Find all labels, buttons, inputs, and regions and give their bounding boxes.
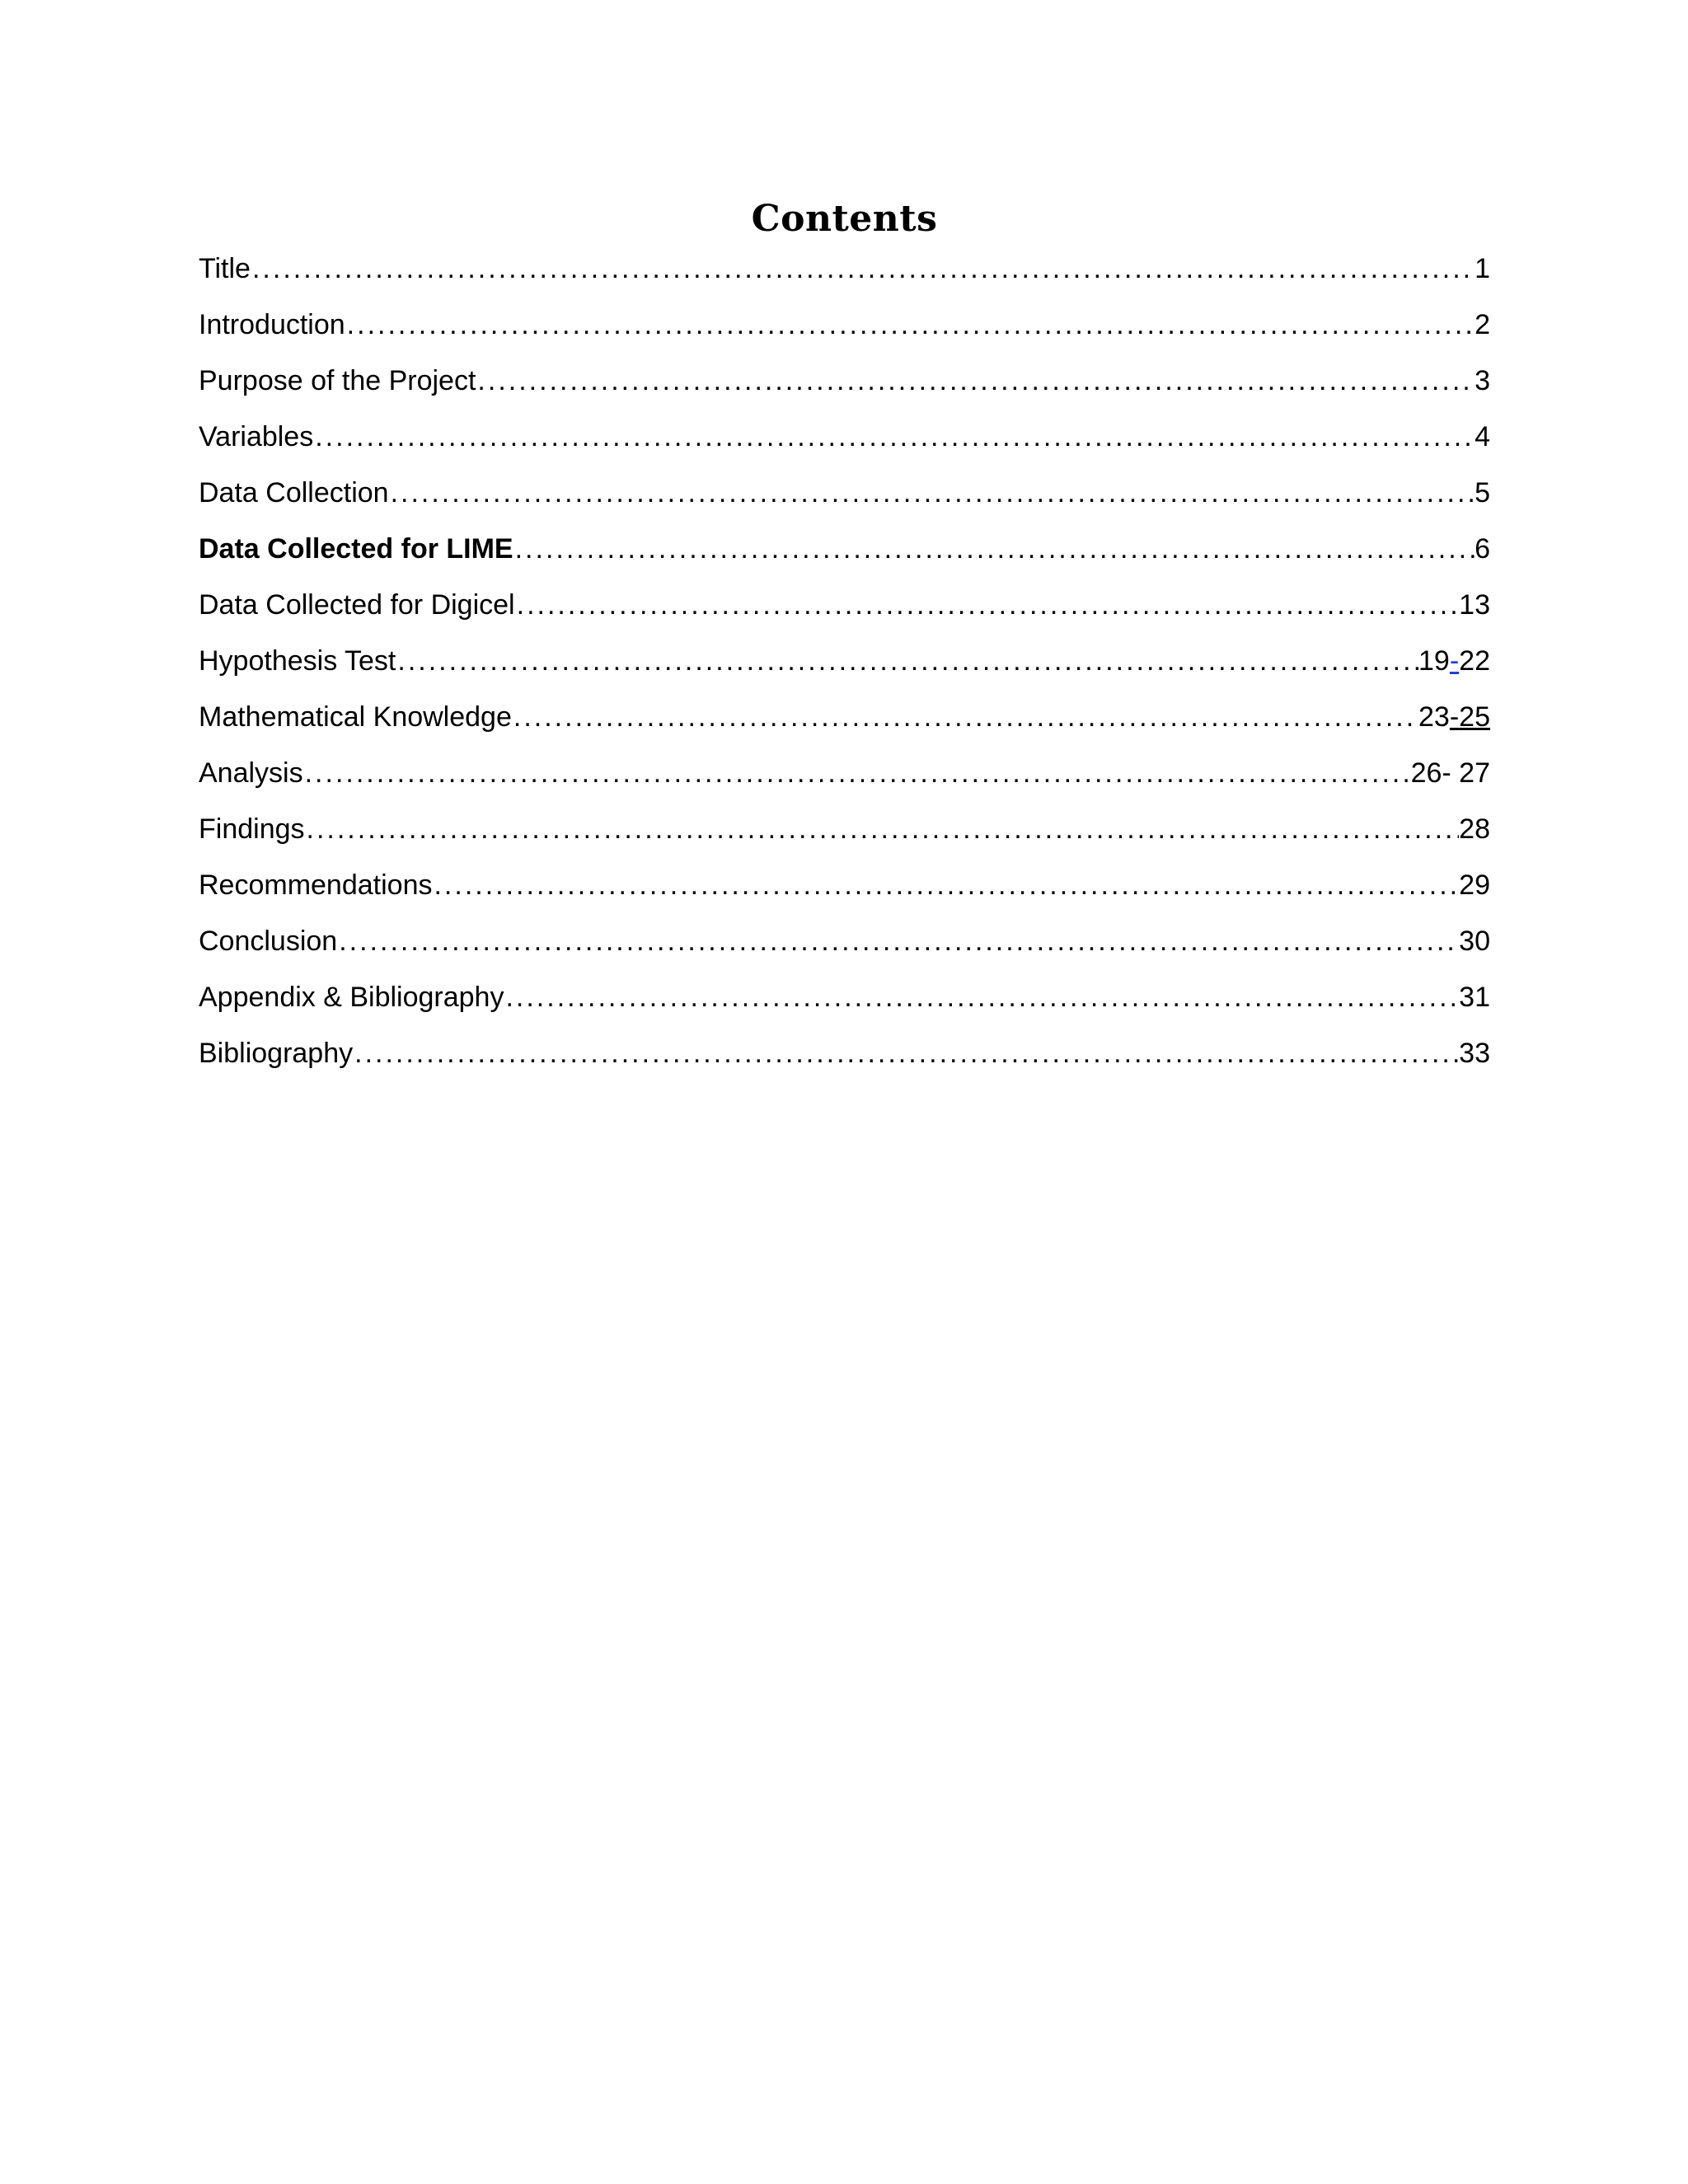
toc-entry-label: Bibliography [199, 1038, 354, 1069]
toc-entry-page: 30 [1459, 926, 1490, 957]
toc-entry-page [1418, 701, 1490, 733]
toc-entry-data-lime[interactable] [199, 532, 1490, 588]
dot-leader [353, 1037, 1459, 1070]
toc-entry-label: Hypothesis Test [199, 645, 396, 677]
toc-entry-page: 29 [1459, 869, 1490, 901]
page-end: 22 [1459, 645, 1490, 677]
toc-entry-page: 26- 27 [1410, 757, 1490, 789]
dot-leader [345, 308, 1475, 341]
toc-entry-conclusion[interactable] [199, 925, 1490, 981]
dot-leader [432, 869, 1459, 902]
toc-entry-findings[interactable] [199, 813, 1490, 869]
toc-entry-label: Mathematical Knowledge [199, 701, 512, 733]
table-of-contents [199, 194, 1490, 1093]
toc-entry-page: 5 [1475, 477, 1490, 509]
dot-leader [313, 420, 1475, 453]
page-start: 19 [1418, 645, 1450, 677]
toc-entry-page: 31 [1459, 982, 1490, 1013]
toc-entry-label: Variables [199, 421, 314, 452]
dot-leader [515, 588, 1460, 621]
toc-entry-page: 2 [1475, 309, 1490, 340]
toc-entry-page: 13 [1459, 589, 1490, 621]
toc-entry-page: 1 [1475, 253, 1490, 284]
toc-entry-label: Data Collected for Digicel [199, 589, 515, 621]
toc-entry-label: Analysis [199, 757, 303, 789]
dot-leader [513, 532, 1475, 565]
toc-entry-label: Recommendations [199, 869, 433, 901]
toc-entry-label: Conclusion [199, 926, 338, 957]
page-range-dash-link[interactable]: - [1449, 645, 1460, 677]
toc-entry-label: Introduction [199, 309, 345, 340]
toc-entry-page: 4 [1475, 421, 1490, 452]
page-range-dash: - [1449, 701, 1460, 733]
toc-entry-data-digicel[interactable] [199, 588, 1490, 644]
toc-entry-recommendations[interactable] [199, 869, 1490, 925]
toc-entry-hypothesis[interactable] [199, 644, 1490, 701]
toc-entry-page: 6 [1475, 533, 1490, 565]
toc-entry-label: Title [199, 253, 251, 284]
toc-entry-label: Data Collection [199, 477, 389, 509]
toc-entry-page: 33 [1459, 1038, 1490, 1069]
dot-leader [396, 644, 1418, 677]
dot-leader [305, 813, 1460, 846]
toc-entry-analysis[interactable] [199, 757, 1490, 813]
toc-entry-data-collection[interactable] [199, 476, 1490, 532]
dot-leader [389, 476, 1475, 509]
dot-leader [476, 364, 1475, 397]
toc-entry-bibliography[interactable] [199, 1037, 1490, 1093]
toc-entry-page [1418, 644, 1490, 677]
toc-entry-purpose[interactable] [199, 364, 1490, 420]
page-start: 23 [1418, 701, 1450, 733]
toc-heading: Contents [751, 198, 938, 240]
toc-entry-label: Purpose of the Project [199, 365, 476, 396]
dot-leader [303, 757, 1411, 790]
toc-entry-page: 3 [1475, 365, 1490, 396]
toc-list [199, 252, 1490, 1093]
toc-entry-label: Appendix & Bibliography [199, 982, 504, 1013]
page-end: 25 [1459, 701, 1490, 733]
dot-leader [251, 252, 1475, 285]
toc-entry-title[interactable] [199, 252, 1490, 308]
toc-entry-page: 28 [1459, 813, 1490, 845]
dot-leader [337, 925, 1459, 958]
toc-entry-label: Findings [199, 813, 305, 845]
dot-leader [512, 701, 1418, 733]
toc-entry-label: Data Collected for LIME [199, 533, 513, 565]
toc-entry-introduction[interactable] [199, 308, 1490, 364]
toc-entry-mathematical[interactable] [199, 701, 1490, 757]
toc-entry-variables[interactable] [199, 420, 1490, 476]
toc-entry-appendix[interactable] [199, 981, 1490, 1037]
dot-leader [504, 981, 1459, 1014]
